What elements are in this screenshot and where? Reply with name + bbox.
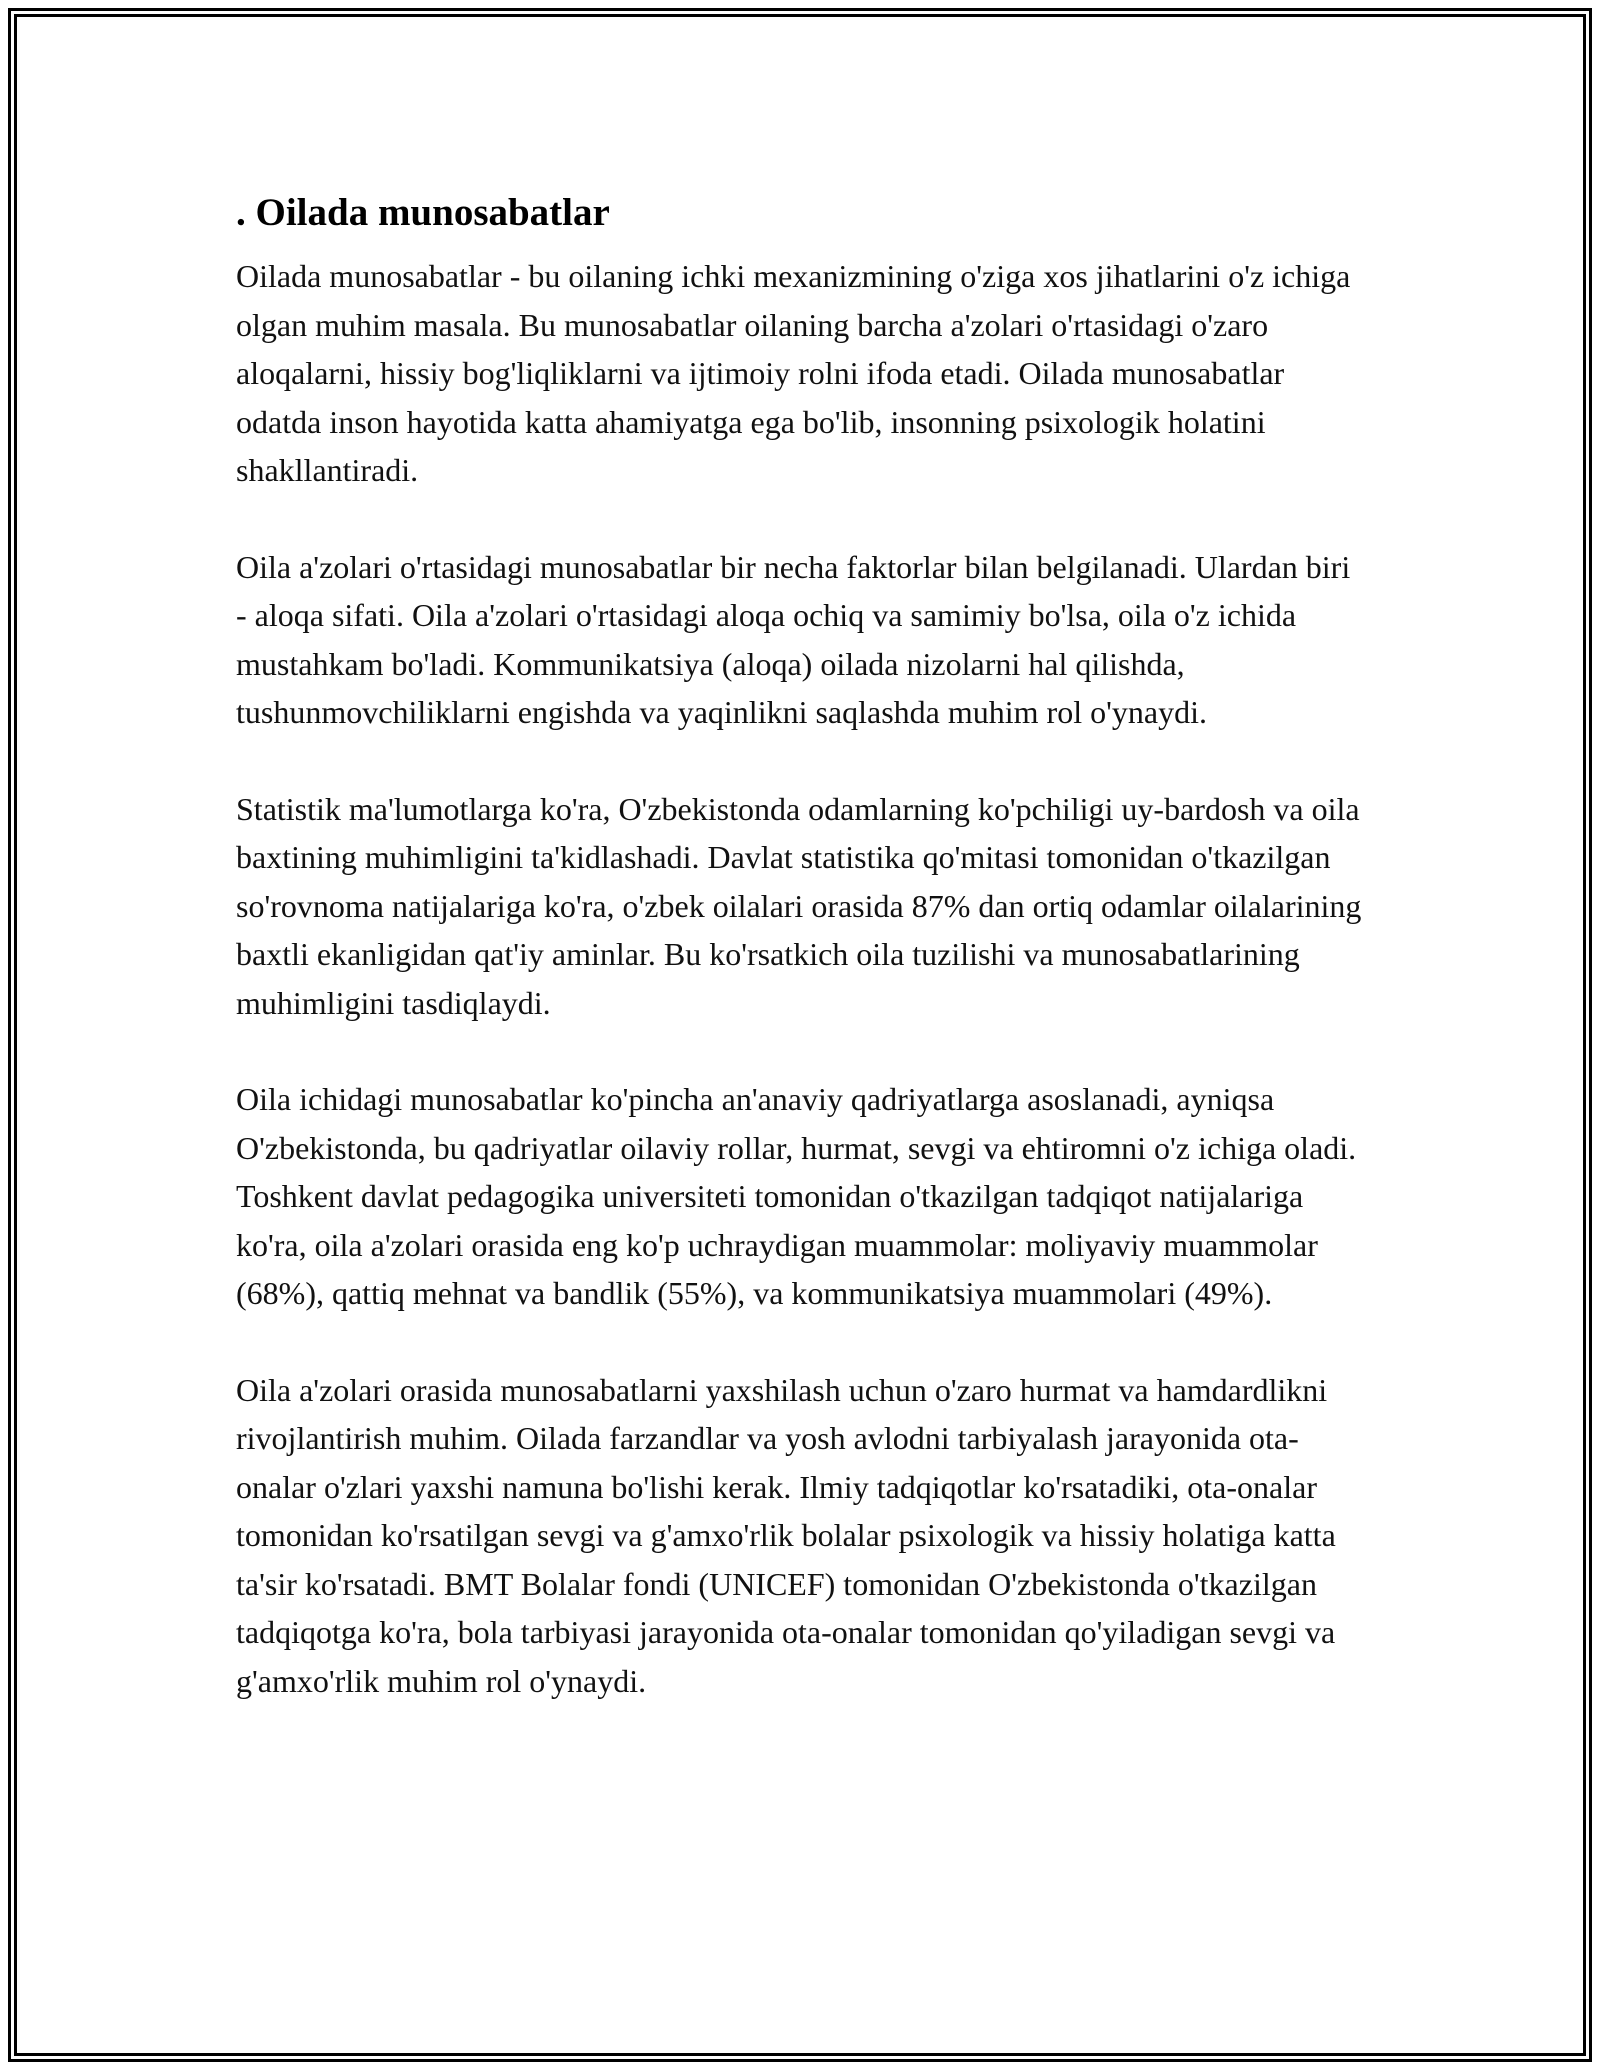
paragraph-4: Oila ichidagi munosabatlar ko'pincha an'anaviy qadriyatlarga asoslanadi, ayniqsa O'zbekistonda, bu qadriyatlar oilaviy rollar, hurmat, sevgi va ehtiromni o'z ichiga oladi. Toshkent davlat pedagogika universiteti tomonidan o'tkazilgan tadqiqot natijalariga ko'ra, oila a'zolari orasida eng ko'p uchraydigan muammolar: moliyaviy muammolar (68%), qattiq mehnat va bandlik (55%), va kommunikatsiya muammolari (49%). bbox=[236, 1081, 1357, 1311]
paragraph-1: Oilada munosabatlar - bu oilaning ichki mexanizmining o'ziga xos jihatlarini o'z ichiga olgan muhim masala. Bu munosabatlar oilaning barcha a'zolari o'rtasidagi o'zaro aloqalarni, hissiy bog'liqliklarni va ijtimoiy rolni ifoda etadi. Oilada munosabatlar odatda inson hayotida katta ahamiyatga ega bo'lib, insonning psixologik holatini shakllantiradi. bbox=[236, 258, 1351, 488]
paragraph-2: Oila a'zolari o'rtasidagi munosabatlar bir necha faktorlar bilan belgilanadi. Ulardan biri - aloqa sifati. Oila a'zolari o'rtasidagi aloqa ochiq va samimiy bo'lsa, oila o'z ichida mustahkam bo'ladi. Kommunikatsiya (aloqa) oilada nizolarni hal qilishda, tushunmovchiliklarni engishda va yaqinlikni saqlashda muhim rol o'ynaydi. bbox=[236, 548, 1351, 730]
paragraph-5: Oila a'zolari orasida munosabatlarni yaxshilash uchun o'zaro hurmat va hamdardlikni rivojlantirish muhim. Oilada farzandlar va yosh avlodni tarbiyalash jarayonida ota-onalar o'zlari yaxshi namuna bo'lishi kerak. Ilmiy tadqiqotlar ko'rsatadiki, ota-onalar tomonidan ko'rsatilgan sevgi va g'amxo'rlik bolalar psixologik va hissiy holatiga katta ta'sir ko'rsatadi. BMT Bolalar fondi (UNICEF) tomonidan O'zbekistonda o'tkazilgan tadqiqotga ko'ra, bola tarbiyasi jarayonida ota-onalar tomonidan qo'yiladigan sevgi va g'amxo'rlik muhim rol o'ynaydi. bbox=[236, 1371, 1336, 1699]
document-body bbox=[236, 186, 1366, 1753]
section-heading: . Oilada munosabatlar bbox=[236, 191, 610, 234]
paragraph-3: Statistik ma'lumotlarga ko'ra, O'zbekistonda odamlarning ko'pchiligi uy-bardosh va oila baxtining muhimligini ta'kidlashadi. Davlat statistika qo'mitasi tomonidan o'tkazilgan so'rovnoma natijalariga ko'ra, o'zbek oilalari orasida 87% dan ortiq odamlar oilalarining baxtli ekanligidan qat'iy aminlar. Bu ko'rsatkich oila tuzilishi va munosabatlarining muhimligini tasdiqlaydi. bbox=[236, 790, 1362, 1021]
